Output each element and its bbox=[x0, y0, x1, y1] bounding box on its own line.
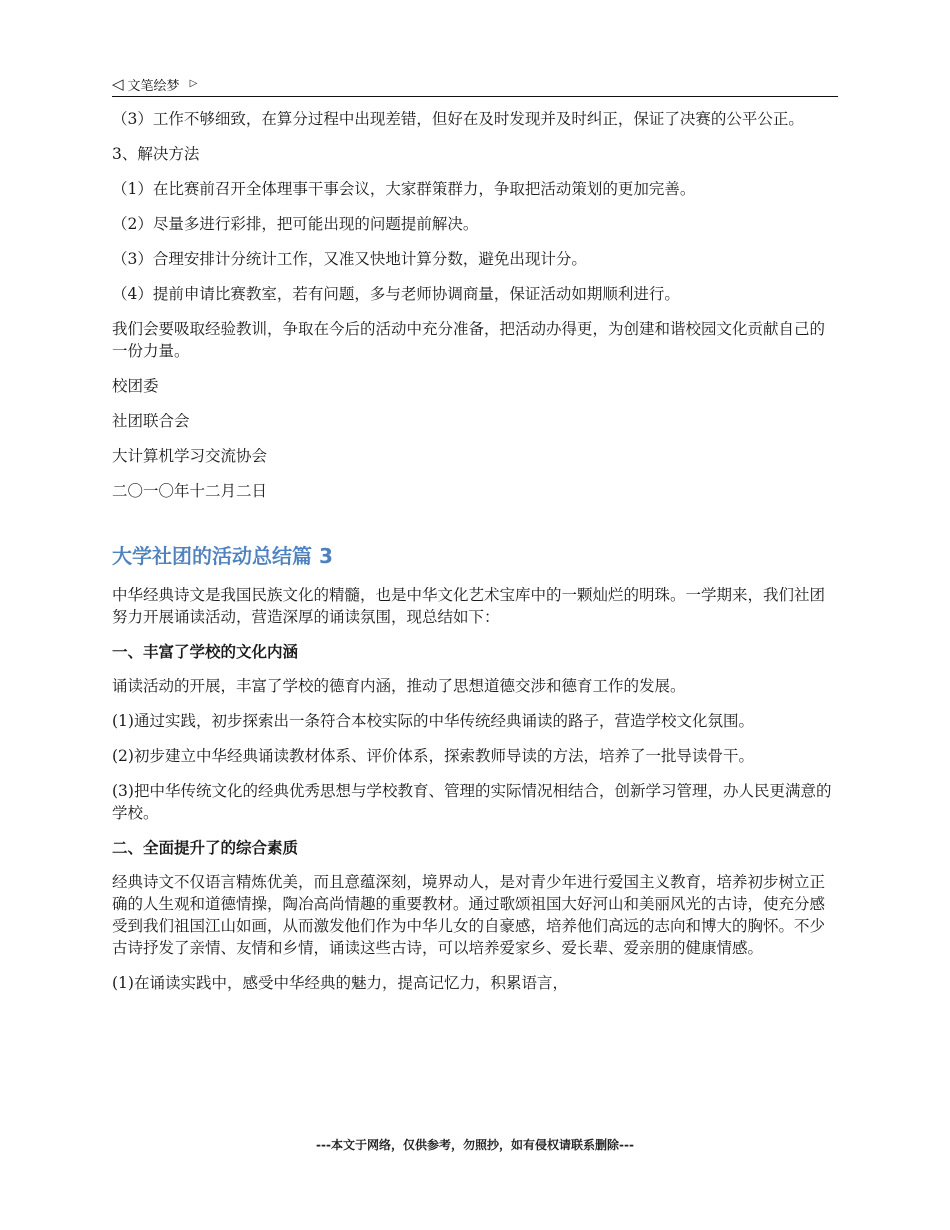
paragraph: (2)初步建立中华经典诵读教材体系、评价体系，探索教师导读的方法，培养了一批导读骨干。 bbox=[112, 747, 754, 765]
header-title: 文笔绘梦 bbox=[127, 78, 180, 94]
signature-line: 校团委 bbox=[112, 377, 159, 395]
signature-line: 社团联合会 bbox=[112, 412, 190, 430]
subsection-heading: 二、全面提升了的综合素质 bbox=[112, 839, 299, 857]
section-heading: 大学社团的活动总结篇 3 bbox=[112, 544, 333, 568]
paragraph: (3)把中华传统文化的经典优秀思想与学校教育、管理的实际情况相结合，创新学习管理，办人民更满意的学校。 bbox=[112, 782, 832, 822]
paragraph: 我们会要吸取经验教训，争取在今后的活动中充分准备，把活动办得更，为创建和谐校园文化贡献自己的一份力量。 bbox=[112, 320, 826, 360]
paragraph: (1)在诵读实践中，感受中华经典的魅力，提高记忆力，积累语言， bbox=[112, 974, 568, 992]
triangle-left-icon: ◁ bbox=[112, 74, 124, 93]
paragraph: (1)通过实践，初步探索出一条符合本校实际的中华传统经典诵读的路子，营造学校文化氛围。 bbox=[112, 712, 754, 730]
paragraph: （3）工作不够细致，在算分过程中出现差错，但好在及时发现并及时纠正，保证了决赛的公平公正。 bbox=[112, 110, 804, 128]
date-line: 二〇一〇年十二月二日 bbox=[112, 482, 268, 500]
paragraph: （1）在比赛前召开全体理事干事会议，大家群策群力，争取把活动策划的更加完善。 bbox=[112, 180, 696, 198]
paragraph: （3）合理安排计分统计工作，又准又快地计算分数，避免出现计分。 bbox=[112, 250, 587, 268]
page-footer: ---本文于网络，仅供参考，勿照抄，如有侵权请联系删除--- bbox=[316, 1138, 634, 1152]
subsection-heading: 一、丰富了学校的文化内涵 bbox=[112, 643, 299, 661]
paragraph: 3、解决方法 bbox=[112, 145, 200, 163]
intro-paragraph: 中华经典诗文是我国民族文化的精髓，也是中华文化艺术宝库中的一颗灿烂的明珠。一学期来，我们社团努力开展诵读活动，营造深厚的诵读氛围，现总结如下： bbox=[112, 586, 826, 626]
paragraph: （2）尽量多进行彩排，把可能出现的问题提前解决。 bbox=[112, 215, 479, 233]
paragraph: （4）提前申请比赛教室，若有问题，多与老师协调商量，保证活动如期顺利进行。 bbox=[112, 285, 680, 303]
paragraph: 诵读活动的开展，丰富了学校的德育内涵，推动了思想道德交涉和德育工作的发展。 bbox=[112, 677, 686, 695]
triangle-right-icon: ▷ bbox=[189, 78, 198, 89]
signature-line: 大计算机学习交流协会 bbox=[112, 447, 268, 465]
paragraph: 经典诗文不仅语言精炼优美，而且意蕴深刻，境界动人，是对青少年进行爱国主义教育，培养初步树立正确的人生观和道德情操，陶冶高尚情趣的重要教材。通过歌颂祖国大好河山和美丽风光的古诗，使充分感受到我们祖国江山如画，从而激发他们作为中华儿女的自豪感，培养他们高远的志向和博大的胸怀。不少古诗抒发了亲情、友情和乡情，诵读这些古诗，可以培养爱家乡、爱长辈、爱亲朋的健康情感。 bbox=[112, 873, 826, 957]
page-header bbox=[112, 72, 838, 97]
document-body bbox=[112, 108, 840, 1007]
